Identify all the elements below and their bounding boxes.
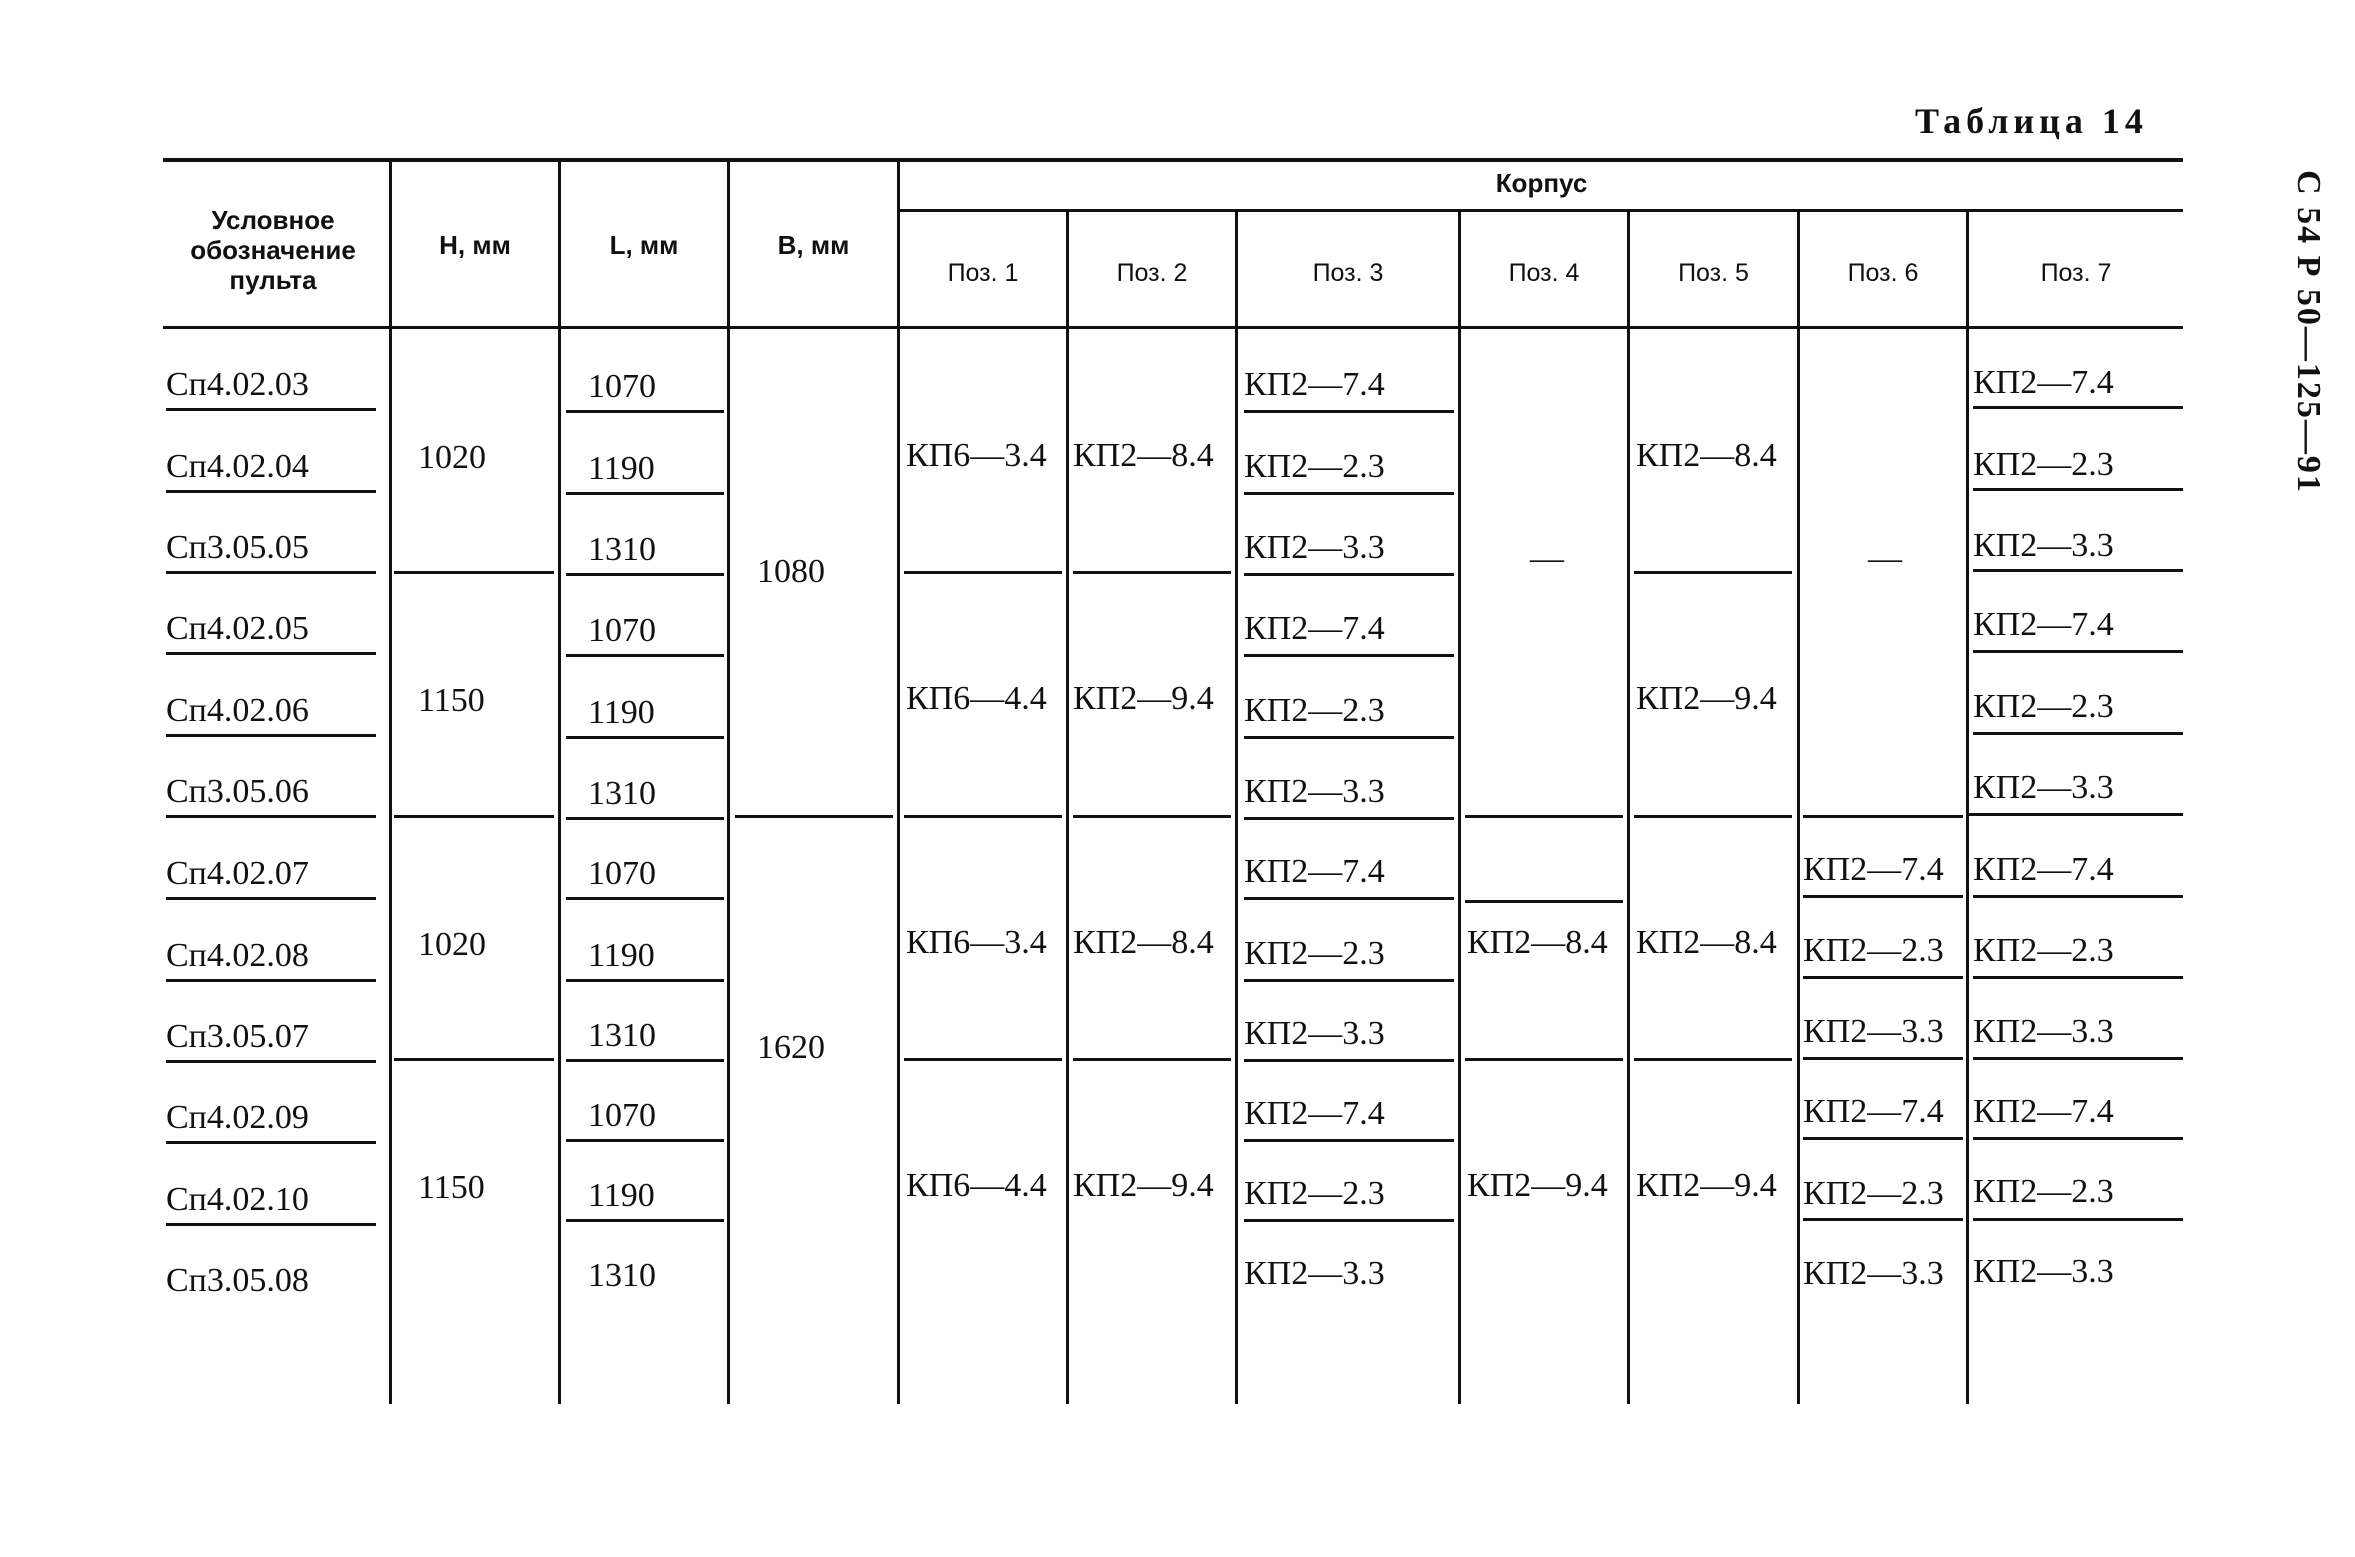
pos6-value: КП2—2.3 [1803, 1175, 1944, 1212]
H-group-divider [394, 571, 554, 574]
L-value: 1190 [588, 694, 655, 731]
pos3-underline [1244, 897, 1454, 900]
pos1-divider [904, 815, 1062, 818]
L-underline [566, 492, 724, 495]
pos3-underline [1244, 817, 1454, 820]
designation-cell: Сп4.02.03 [166, 366, 309, 403]
header-pos-2: Поз. 2 [1116, 259, 1188, 287]
pos6-underline [1803, 1137, 1963, 1140]
L-underline [566, 1219, 724, 1222]
pos7-underline [1973, 650, 2183, 653]
top-rule [163, 158, 2183, 162]
pos5-value: КП2—8.4 [1636, 437, 1777, 474]
pos3-underline [1244, 736, 1454, 739]
designation-underline [166, 815, 376, 818]
L-underline [566, 654, 724, 657]
designation-cell: Сп3.05.07 [166, 1018, 309, 1055]
B-group-divider [735, 815, 893, 818]
pos7-underline [1973, 976, 2183, 979]
header-pos-3: Поз. 3 [1312, 259, 1384, 287]
designation-cell: Сп4.02.04 [166, 448, 309, 485]
pos7-underline [1973, 1057, 2183, 1060]
pos5-divider [1634, 1058, 1792, 1061]
pos6-underline [1803, 1057, 1963, 1060]
designation-underline [166, 652, 376, 655]
L-value: 1070 [588, 612, 656, 649]
pos3-value: КП2—2.3 [1244, 935, 1385, 972]
pos7-value: КП2—7.4 [1973, 851, 2114, 888]
designation-cell: Сп4.02.08 [166, 937, 309, 974]
H-group-divider [394, 815, 554, 818]
designation-cell: Сп3.05.05 [166, 529, 309, 566]
col-divider-9 [1797, 212, 1800, 1404]
col-divider-1 [389, 162, 392, 1404]
pos3-underline [1244, 1139, 1454, 1142]
L-underline [566, 979, 724, 982]
pos3-underline [1244, 654, 1454, 657]
pos3-value: КП2—2.3 [1244, 448, 1385, 485]
H-value: 1150 [418, 1169, 485, 1206]
L-underline [566, 817, 724, 820]
header-pos-7: Поз. 7 [2040, 259, 2112, 287]
pos3-value: КП2—7.4 [1244, 853, 1385, 890]
pos3-underline [1244, 979, 1454, 982]
pos1-divider [904, 1058, 1062, 1061]
pos6-value: КП2—7.4 [1803, 1093, 1944, 1130]
pos3-value: КП2—2.3 [1244, 1175, 1385, 1212]
pos5-value: КП2—8.4 [1636, 924, 1777, 961]
header-bottom-rule [163, 326, 2183, 329]
pos7-value: КП2—2.3 [1973, 446, 2114, 483]
L-underline [566, 573, 724, 576]
H-value: 1020 [418, 926, 486, 963]
L-value: 1070 [588, 368, 656, 405]
L-value: 1190 [588, 937, 655, 974]
pos3-value: КП2—7.4 [1244, 366, 1385, 403]
body-rule [900, 209, 2183, 212]
pos7-value: КП2—2.3 [1973, 1173, 2114, 1210]
L-underline [566, 1059, 724, 1062]
pos1-value: КП6—3.4 [906, 924, 1047, 961]
pos3-underline [1244, 573, 1454, 576]
pos6-underline [1803, 976, 1963, 979]
pos7-value: КП2—3.3 [1973, 1253, 2114, 1290]
col-divider-8 [1627, 212, 1630, 1404]
H-value: 1150 [418, 682, 485, 719]
H-value: 1020 [418, 439, 486, 476]
pos2-divider [1073, 571, 1231, 574]
designation-cell: Сп3.05.06 [166, 773, 309, 810]
header-pos-4: Поз. 4 [1508, 259, 1580, 287]
pos7-underline [1973, 488, 2183, 491]
pos5-divider [1634, 815, 1792, 818]
table-title: Таблица 14 [1915, 101, 2148, 141]
L-value: 1070 [588, 1097, 656, 1134]
designation-underline [166, 1223, 376, 1226]
pos1-value: КП6—4.4 [906, 1167, 1047, 1204]
pos7-underline [1973, 1218, 2183, 1221]
side-header [2283, 112, 2333, 552]
pos3-value: КП2—2.3 [1244, 692, 1385, 729]
L-value: 1070 [588, 855, 656, 892]
header-designation: Условное обозначение пульта [190, 205, 356, 295]
col-divider-7 [1458, 212, 1461, 1404]
pos7-underline [1966, 813, 2183, 816]
designation-underline [166, 408, 376, 411]
col-divider-4 [897, 162, 900, 1404]
pos6-divider [1803, 815, 1963, 818]
pos2-value: КП2—9.4 [1073, 1167, 1214, 1204]
pos7-value: КП2—2.3 [1973, 688, 2114, 725]
designation-cell: Сп4.02.06 [166, 692, 309, 729]
pos1-value: КП6—4.4 [906, 680, 1047, 717]
pos7-value: КП2—2.3 [1973, 932, 2114, 969]
col-divider-2 [558, 162, 561, 1404]
designation-cell: Сп4.02.10 [166, 1181, 309, 1218]
pos5-value: КП2—9.4 [1636, 1167, 1777, 1204]
header-body: Корпус [1495, 168, 1588, 198]
L-underline [566, 897, 724, 900]
pos7-underline [1973, 406, 2183, 409]
pos3-value: КП2—3.3 [1244, 529, 1385, 566]
pos7-value: КП2—3.3 [1973, 527, 2114, 564]
col-divider-5 [1066, 212, 1069, 1404]
pos3-underline [1244, 1219, 1454, 1222]
L-value: 1310 [588, 775, 656, 812]
pos4-divider [1465, 815, 1623, 818]
pos3-value: КП2—7.4 [1244, 1095, 1385, 1132]
L-underline [566, 1139, 724, 1142]
B-value: 1620 [757, 1029, 825, 1066]
designation-underline [166, 1060, 376, 1063]
pos3-value: КП2—3.3 [1244, 1255, 1385, 1292]
pos3-underline [1244, 492, 1454, 495]
pos3-value: КП2—3.3 [1244, 1015, 1385, 1052]
header-pos-6: Поз. 6 [1847, 259, 1919, 287]
pos2-value: КП2—8.4 [1073, 437, 1214, 474]
header-B: B, мм [777, 230, 850, 260]
pos7-value: КП2—3.3 [1973, 769, 2114, 806]
pos2-divider [1073, 815, 1231, 818]
L-underline [566, 736, 724, 739]
pos5-divider [1634, 571, 1792, 574]
L-value: 1310 [588, 1257, 656, 1294]
pos7-value: КП2—7.4 [1973, 606, 2114, 643]
pos7-value: КП2—3.3 [1973, 1013, 2114, 1050]
header-pos-5: Поз. 5 [1678, 259, 1749, 287]
pos7-underline [1973, 1137, 2183, 1140]
pos3-underline [1244, 1059, 1454, 1062]
pos4-value: — [1530, 540, 1564, 577]
pos6-value: КП2—7.4 [1803, 851, 1944, 888]
pos7-value: КП2—7.4 [1973, 364, 2114, 401]
pos6-value: КП2—2.3 [1803, 932, 1944, 969]
B-value: 1080 [757, 553, 825, 590]
pos3-value: КП2—7.4 [1244, 610, 1385, 647]
pos2-divider [1073, 1058, 1231, 1061]
header-H: H, мм [439, 230, 511, 260]
pos1-divider [904, 571, 1062, 574]
designation-underline [166, 571, 376, 574]
pos6-value: КП2—3.3 [1803, 1255, 1944, 1292]
col-divider-6 [1235, 212, 1238, 1404]
col-divider-10 [1966, 212, 1969, 1404]
H-group-divider [394, 1058, 554, 1061]
pos7-value: КП2—7.4 [1973, 1093, 2114, 1130]
L-underline [566, 410, 724, 413]
pos6-underline [1803, 1218, 1963, 1221]
pos2-value: КП2—8.4 [1073, 924, 1214, 961]
side-header-text: С 54 Р 50—125—91 [2290, 170, 2327, 494]
designation-cell: Сп4.02.07 [166, 855, 309, 892]
L-value: 1310 [588, 531, 656, 568]
designation-underline [166, 979, 376, 982]
designation-cell: Сп4.02.09 [166, 1099, 309, 1136]
designation-underline [166, 897, 376, 900]
designation-cell: Сп3.05.08 [166, 1262, 309, 1299]
L-value: 1190 [588, 1177, 655, 1214]
pos7-underline [1973, 569, 2183, 572]
designation-cell: Сп4.02.05 [166, 610, 309, 647]
pos3-value: КП2—3.3 [1244, 773, 1385, 810]
pos4-value: КП2—9.4 [1467, 1167, 1608, 1204]
pos3-underline [1244, 410, 1454, 413]
header-pos-1: Поз. 1 [947, 259, 1019, 287]
designation-underline [166, 734, 376, 737]
col-divider-3 [727, 162, 730, 1404]
pos4-divider [1465, 1058, 1623, 1061]
pos4-value: КП2—8.4 [1467, 924, 1608, 961]
pos6-underline [1803, 895, 1963, 898]
pos6-value: КП2—3.3 [1803, 1013, 1944, 1050]
pos1-value: КП6—3.4 [906, 437, 1047, 474]
pos7-underline [1973, 732, 2183, 735]
pos5-value: КП2—9.4 [1636, 680, 1777, 717]
designation-underline [166, 490, 376, 493]
L-value: 1190 [588, 450, 655, 487]
header-L: L, мм [609, 230, 679, 260]
L-value: 1310 [588, 1017, 656, 1054]
pos7-underline [1973, 895, 2183, 898]
pos4-divider [1465, 900, 1623, 903]
designation-underline [166, 1141, 376, 1144]
pos6-value: — [1868, 540, 1902, 577]
pos2-value: КП2—9.4 [1073, 680, 1214, 717]
